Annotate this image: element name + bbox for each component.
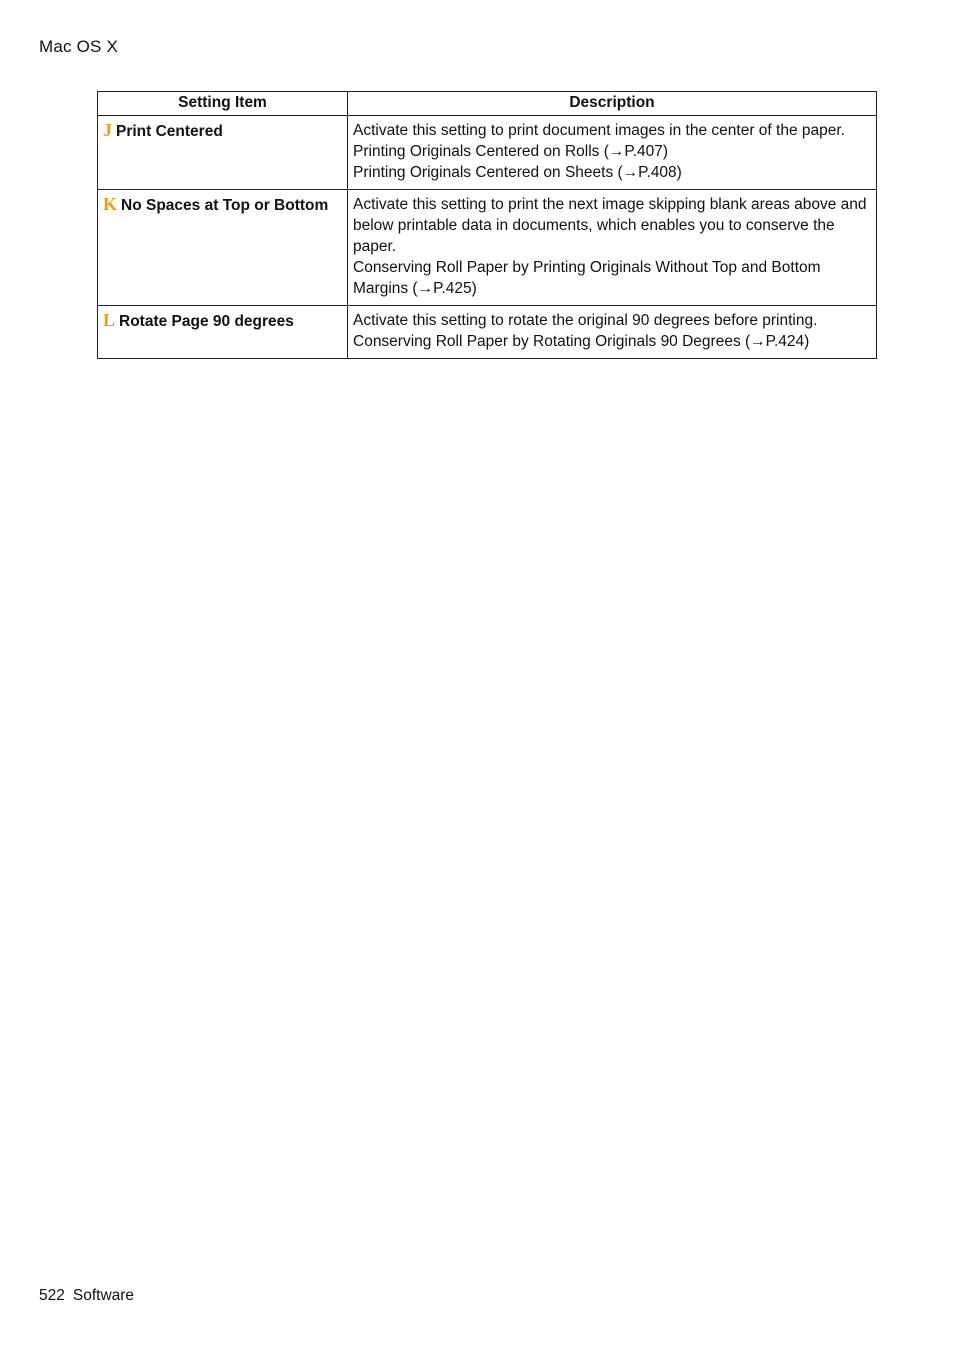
- column-header-description: Description: [348, 92, 877, 116]
- footer-section: Software: [72, 1287, 135, 1304]
- description-text: Activate this setting to rotate the original 90 degrees before printing.: [353, 312, 818, 329]
- setting-item-label: Print Centered: [116, 123, 223, 140]
- page-number: 522: [39, 1287, 65, 1304]
- page-footer: [39, 1287, 134, 1305]
- setting-item-label: No Spaces at Top or Bottom: [121, 197, 329, 214]
- setting-item-cell: [98, 116, 348, 190]
- description-text: Activate this setting to print document images in the center of the paper.: [353, 122, 845, 139]
- table-row: [98, 190, 877, 306]
- item-marker-j: J: [103, 120, 112, 140]
- reference-link: Conserving Roll Paper by Rotating Originals 90 Degrees (→P.424): [353, 333, 810, 350]
- item-marker-k: K: [103, 194, 118, 214]
- reference-link: Conserving Roll Paper by Printing Originals Without Top and Bottom Margins (→P.425): [353, 259, 821, 297]
- item-marker-l: L: [103, 310, 116, 330]
- table-row: [98, 306, 877, 359]
- reference-link: Printing Originals Centered on Rolls (→P.407): [353, 143, 669, 160]
- table-row: [98, 116, 877, 190]
- description-cell: [348, 190, 877, 306]
- setting-item-cell: [98, 306, 348, 359]
- setting-item-label: Rotate Page 90 degrees: [119, 313, 294, 330]
- reference-link: Printing Originals Centered on Sheets (→P.408): [353, 164, 682, 181]
- table-header-row: [98, 92, 877, 116]
- page-title: Mac OS X: [39, 37, 119, 56]
- setting-item-cell: [98, 190, 348, 306]
- description-cell: [348, 116, 877, 190]
- column-header-setting-item: Setting Item: [98, 92, 348, 116]
- settings-table: [97, 91, 877, 359]
- description-text: Activate this setting to print the next image skipping blank areas above and below printable data in documents, which enables you to conserve the paper.: [353, 196, 867, 255]
- description-cell: [348, 306, 877, 359]
